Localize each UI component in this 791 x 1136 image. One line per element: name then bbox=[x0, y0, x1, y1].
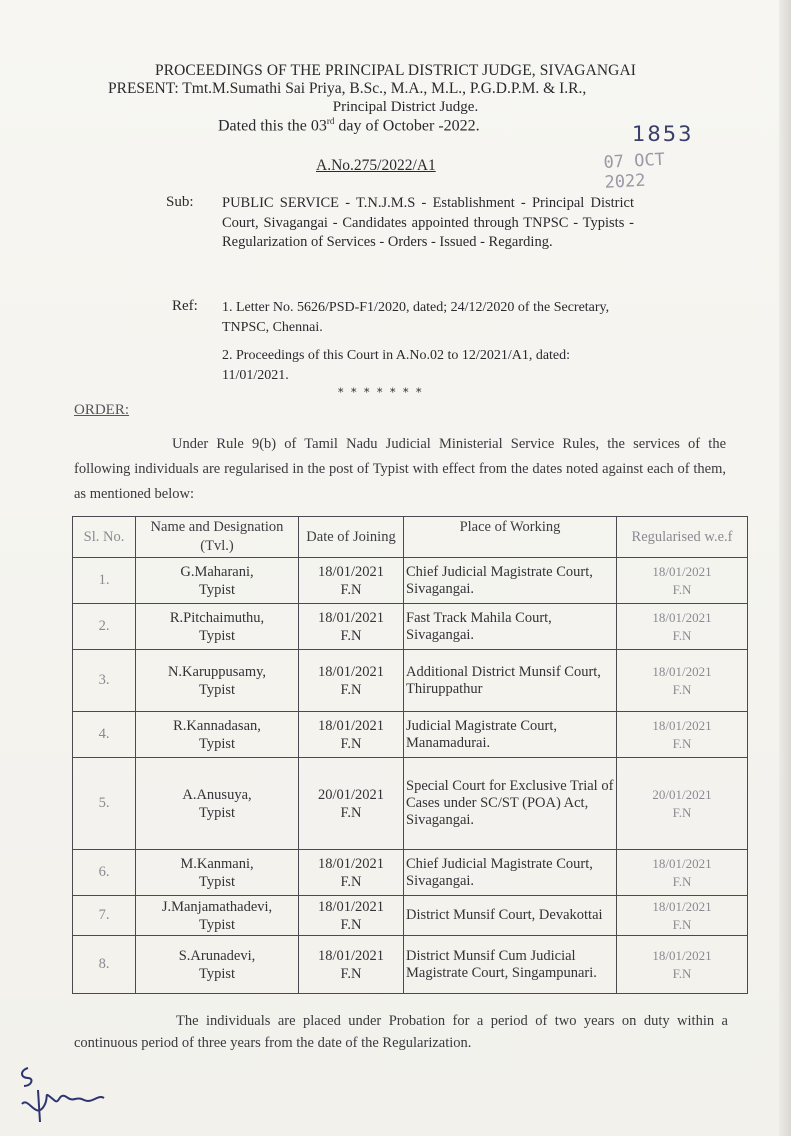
header-place: Place of Working bbox=[404, 517, 617, 558]
subject-label: Sub: bbox=[166, 194, 194, 210]
row-regularised-cell bbox=[617, 896, 748, 936]
reference-label: Ref: bbox=[172, 298, 198, 314]
row-place: District Munsif Court, Devakottai bbox=[404, 896, 617, 936]
row-regularised-cell bbox=[617, 850, 748, 896]
row-designation: Typist bbox=[198, 916, 236, 933]
row-joining-date: 18/01/2021 bbox=[317, 609, 385, 626]
dated-sup: rd bbox=[326, 116, 335, 126]
row-place: Fast Track Mahila Court, Sivagangai. bbox=[404, 604, 617, 650]
row-joining-cell bbox=[299, 558, 404, 604]
table-row bbox=[73, 936, 748, 994]
row-name: M.Kanmani, bbox=[180, 855, 254, 872]
row-sl-no: 4. bbox=[73, 712, 136, 758]
present-line: PRESENT: Tmt.M.Sumathi Sai Priya, B.Sc., M.A., M.L., P.G.D.P.M. & I.R., bbox=[108, 80, 587, 97]
row-joining-session: F.N bbox=[340, 681, 362, 698]
row-sl-no: 3. bbox=[73, 650, 136, 712]
stamp-date: 07 OCT 2022 bbox=[603, 149, 666, 193]
row-place: Chief Judicial Magistrate Court, Sivagangai. bbox=[404, 850, 617, 896]
row-joining-date: 18/01/2021 bbox=[317, 898, 385, 915]
row-designation: Typist bbox=[198, 804, 236, 821]
row-joining-date: 18/01/2021 bbox=[317, 717, 385, 734]
row-reg-date: 18/01/2021 bbox=[652, 898, 712, 914]
row-name: R.Kannadasan, bbox=[173, 717, 261, 734]
row-reg-date: 18/01/2021 bbox=[652, 947, 712, 963]
row-joining-cell bbox=[299, 896, 404, 936]
order-paragraph: Under Rule 9(b) of Tamil Nadu Judicial Ministerial Service Rules, the services of the following individuals are regularised in the post of Typist with effect from the dates noted against each of them, as mentioned below: bbox=[74, 436, 726, 502]
file-number: A.No.275/2022/A1 bbox=[316, 157, 436, 174]
table-row bbox=[73, 558, 748, 604]
row-regularised-cell bbox=[617, 650, 748, 712]
row-joining-cell bbox=[299, 650, 404, 712]
row-sl-no: 2. bbox=[73, 604, 136, 650]
row-name: G.Maharani, bbox=[180, 563, 254, 580]
stamp-number: 1853 bbox=[632, 122, 694, 146]
table-row bbox=[73, 850, 748, 896]
row-name-cell bbox=[136, 558, 299, 604]
row-regularised-cell bbox=[617, 936, 748, 994]
table-row bbox=[73, 896, 748, 936]
row-joining-date: 18/01/2021 bbox=[317, 947, 385, 964]
row-name: S.Arunadevi, bbox=[178, 947, 256, 964]
row-name-cell bbox=[136, 850, 299, 896]
row-place: Judicial Magistrate Court, Manamadurai. bbox=[404, 712, 617, 758]
row-joining-cell bbox=[299, 758, 404, 850]
row-sl-no: 5. bbox=[73, 758, 136, 850]
row-reg-session: F.N bbox=[672, 681, 692, 697]
row-reg-session: F.N bbox=[672, 965, 692, 981]
row-reg-date: 18/01/2021 bbox=[652, 663, 712, 679]
reference-item-1: 1. Letter No. 5626/PSD-F1/2020, dated; 24/12/2020 of the Secretary, TNPSC, Chennai. bbox=[222, 300, 610, 335]
row-sl-no: 6. bbox=[73, 850, 136, 896]
row-place: Chief Judicial Magistrate Court, Sivagangai. bbox=[404, 558, 617, 604]
row-designation: Typist bbox=[198, 873, 236, 890]
row-name: N.Karuppusamy, bbox=[167, 663, 267, 680]
row-joining-date: 18/01/2021 bbox=[317, 563, 385, 580]
row-place: Special Court for Exclusive Trial of Cases under SC/ST (POA) Act, Sivagangai. bbox=[404, 758, 617, 850]
row-joining-cell bbox=[299, 936, 404, 994]
row-place: Additional District Munsif Court, Thiruppathur bbox=[404, 650, 617, 712]
row-reg-session: F.N bbox=[672, 627, 692, 643]
row-joining-session: F.N bbox=[340, 581, 362, 598]
regularisation-table bbox=[72, 516, 748, 994]
table-row bbox=[73, 604, 748, 650]
row-joining-date: 18/01/2021 bbox=[317, 663, 385, 680]
row-reg-date: 18/01/2021 bbox=[652, 563, 712, 579]
row-name-cell bbox=[136, 712, 299, 758]
row-regularised-cell bbox=[617, 604, 748, 650]
row-name-cell bbox=[136, 758, 299, 850]
row-reg-session: F.N bbox=[672, 581, 692, 597]
probation-paragraph: The individuals are placed under Probation for a period of two years on duty within a continuous period of three years from the date of the Regularization. bbox=[74, 1013, 728, 1051]
row-joining-cell bbox=[299, 604, 404, 650]
row-name: R.Pitchaimuthu, bbox=[169, 609, 265, 626]
table-header-row bbox=[73, 517, 748, 558]
row-joining-date: 18/01/2021 bbox=[317, 855, 385, 872]
row-reg-date: 18/01/2021 bbox=[652, 855, 712, 871]
header-name: Name and Designation (Tvl.) bbox=[136, 517, 299, 558]
row-reg-date: 20/01/2021 bbox=[652, 786, 712, 802]
row-name-cell bbox=[136, 604, 299, 650]
reference-item-2: 2. Proceedings of this Court in A.No.02 to 12/2021/A1, dated: 11/01/2021. bbox=[222, 348, 571, 383]
row-joining-session: F.N bbox=[340, 735, 362, 752]
row-regularised-cell bbox=[617, 712, 748, 758]
row-designation: Typist bbox=[198, 965, 236, 982]
row-joining-date: 20/01/2021 bbox=[317, 786, 385, 803]
row-designation: Typist bbox=[198, 681, 236, 698]
row-joining-cell bbox=[299, 712, 404, 758]
row-designation: Typist bbox=[198, 735, 236, 752]
row-reg-session: F.N bbox=[672, 735, 692, 751]
row-designation: Typist bbox=[198, 627, 236, 644]
row-reg-session: F.N bbox=[672, 873, 692, 889]
header-regularised: Regularised w.e.f bbox=[617, 517, 748, 558]
row-reg-session: F.N bbox=[672, 804, 692, 820]
order-heading: ORDER: bbox=[74, 402, 130, 418]
row-name-cell bbox=[136, 936, 299, 994]
header-joining: Date of Joining bbox=[299, 517, 404, 558]
table-row bbox=[73, 758, 748, 850]
dated-line bbox=[218, 116, 480, 135]
separator-stars: * * * * * * * bbox=[338, 386, 424, 399]
row-joining-session: F.N bbox=[340, 627, 362, 644]
row-joining-session: F.N bbox=[340, 873, 362, 890]
row-sl-no: 8. bbox=[73, 936, 136, 994]
page-edge bbox=[779, 0, 791, 1136]
subject-text: PUBLIC SERVICE - T.N.J.M.S - Establishment - Principal District Court, Sivagangai - Candidates appointed through TNPSC - Typists - Regularization of Services - Orders - Issued - Regarding. bbox=[222, 195, 634, 250]
row-reg-date: 18/01/2021 bbox=[652, 609, 712, 625]
row-joining-cell bbox=[299, 850, 404, 896]
table-row bbox=[73, 650, 748, 712]
row-reg-session: F.N bbox=[672, 916, 692, 932]
inward-stamp bbox=[598, 114, 716, 193]
row-place: District Munsif Cum Judicial Magistrate Court, Singampunari. bbox=[404, 936, 617, 994]
row-joining-session: F.N bbox=[340, 916, 362, 933]
row-regularised-cell bbox=[617, 558, 748, 604]
row-name: J.Manjamathadevi, bbox=[161, 898, 273, 915]
table-row bbox=[73, 712, 748, 758]
row-joining-session: F.N bbox=[340, 965, 362, 982]
row-sl-no: 1. bbox=[73, 558, 136, 604]
header-sl-no: Sl. No. bbox=[73, 517, 136, 558]
row-reg-date: 18/01/2021 bbox=[652, 717, 712, 733]
proceedings-title: PROCEEDINGS OF THE PRINCIPAL DISTRICT JUDGE, SIVAGANGAI bbox=[154, 62, 637, 79]
dated-prefix: Dated this the 03 bbox=[218, 117, 327, 135]
judge-designation: Principal District Judge. bbox=[332, 99, 479, 115]
signature-initials bbox=[14, 1060, 114, 1130]
dated-suffix: day of October -2022. bbox=[334, 117, 480, 135]
row-designation: Typist bbox=[198, 581, 236, 598]
row-name-cell bbox=[136, 896, 299, 936]
row-sl-no: 7. bbox=[73, 896, 136, 936]
row-joining-session: F.N bbox=[340, 804, 362, 821]
row-name-cell bbox=[136, 650, 299, 712]
row-name: A.Anusuya, bbox=[182, 786, 252, 803]
row-regularised-cell bbox=[617, 758, 748, 850]
